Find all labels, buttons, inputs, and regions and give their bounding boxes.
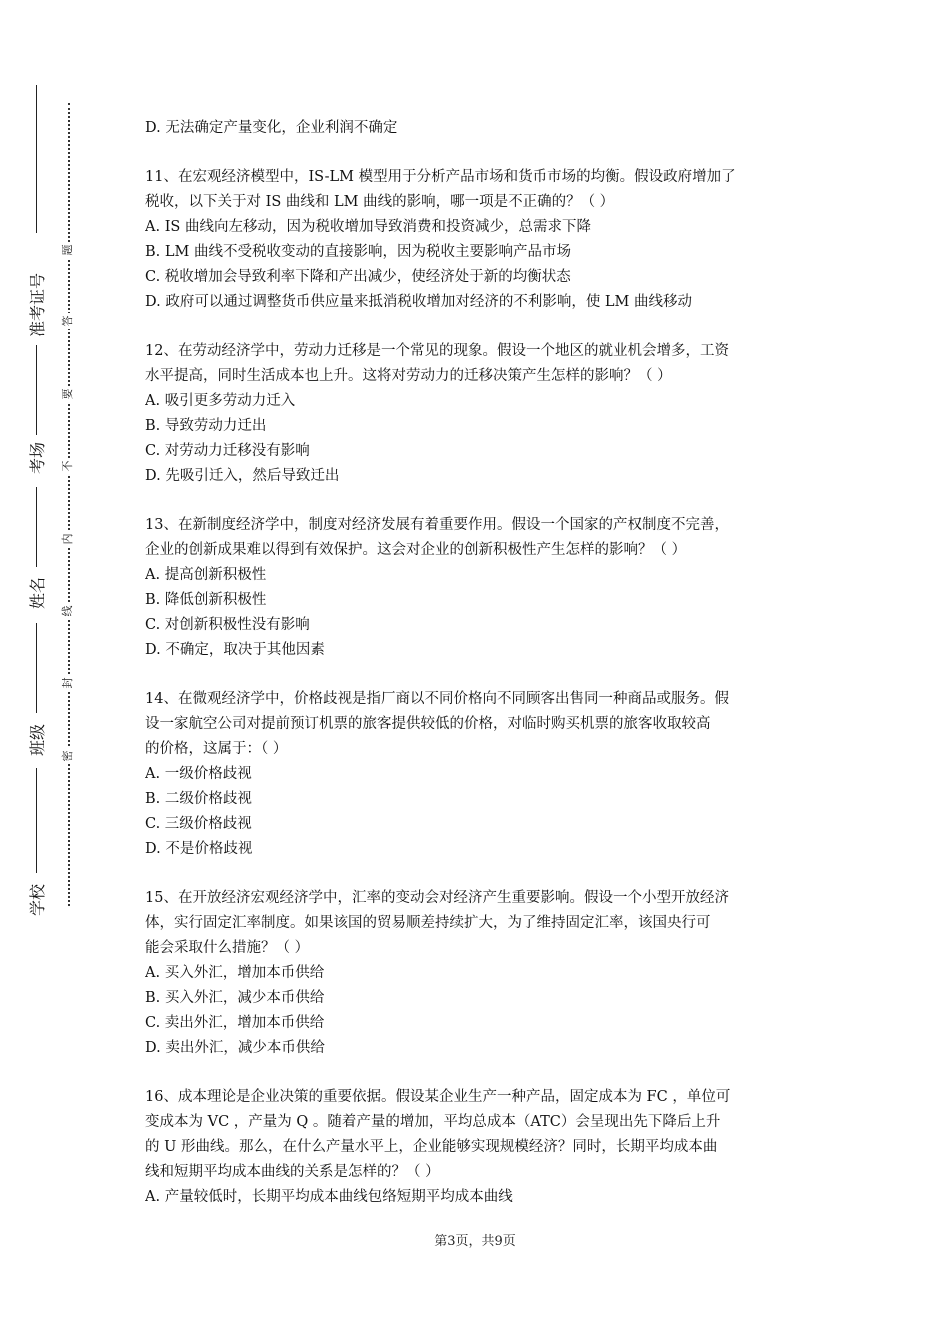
option-line: C. 卖出外汇，增加本币供给 — [145, 1015, 325, 1031]
margin-label-exam-room: 考场 — [28, 442, 47, 475]
option-line: C. 三级价格歧视 — [145, 816, 252, 832]
option-line: D. 先吸引迁入，然后导致迁出 — [145, 468, 340, 484]
margin-label-exam-number: 准考证号 — [28, 273, 47, 338]
option-line: D. 卖出外汇，减少本币供给 — [145, 1040, 325, 1056]
option-line: A. 产量较低时，长期平均成本曲线包络短期平均成本曲线 — [145, 1189, 513, 1205]
option-line: B. LM 曲线不受税收变动的直接影响，因为税收主要影响产品市场 — [145, 244, 571, 260]
page-number: 第3页，共9页 — [434, 1234, 516, 1249]
seal-char: 封 — [60, 675, 76, 691]
question-stem-line: 15、在开放经济宏观经济学中，汇率的变动会对经济产生重要影响。假设一个小型开放经济 — [145, 890, 729, 906]
question-16 — [145, 1085, 810, 1210]
fill-line — [36, 85, 37, 233]
question-stem-line: 的 U 形曲线。那么，在什么产量水平上，企业能够实现规模经济？同时，长期平均成本曲 — [145, 1139, 718, 1155]
question-stem-line: 设一家航空公司对提前预订机票的旅客提供较低的价格，对临时购买机票的旅客收取较高 — [145, 716, 711, 732]
question-stem-line: 体，实行固定汇率制度。如果该国的贸易顺差持续扩大，为了维持固定汇率，该国央行可 — [145, 915, 711, 931]
option-line: C. 税收增加会导致利率下降和产出减少，使经济处于新的均衡状态 — [145, 269, 571, 285]
seal-char: 不 — [60, 458, 76, 474]
fill-line — [36, 768, 37, 873]
seal-char: 答 — [60, 313, 76, 329]
option-line: A. 提高创新积极性 — [145, 567, 267, 583]
question-stem-line: 11、在宏观经济模型中，IS-LM 模型用于分析产品市场和货币市场的均衡。假设政府增加了 — [145, 169, 736, 185]
question-13 — [145, 513, 810, 663]
seal-char: 题 — [60, 242, 76, 258]
question-15 — [145, 886, 810, 1061]
option-line: C. 对劳动力迁移没有影响 — [145, 443, 310, 459]
seal-char: 线 — [60, 603, 76, 619]
question-stem-line: 能会采取什么措施？（ ） — [145, 940, 310, 956]
fill-line — [36, 345, 37, 435]
option-line: B. 降低创新积极性 — [145, 592, 267, 608]
option-line: B. 二级价格歧视 — [145, 791, 252, 807]
question-14 — [145, 687, 810, 862]
margin-label-class: 班级 — [28, 724, 47, 757]
fill-line — [36, 487, 37, 567]
option-line: A. 一级价格歧视 — [145, 766, 252, 782]
option-line: D. 不是价格歧视 — [145, 841, 253, 857]
question-stem-line: 税收，以下关于对 IS 曲线和 LM 曲线的影响，哪一项是不正确的？（ ） — [145, 194, 615, 210]
option-line: B. 导致劳动力迁出 — [145, 418, 267, 434]
seal-char: 密 — [60, 748, 76, 764]
seal-dotted-line — [68, 103, 70, 906]
option-line: D. 政府可以通过调整货币供应量来抵消税收增加对经济的不利影响，使 LM 曲线移动 — [145, 294, 693, 310]
question-stem-line: 14、在微观经济学中，价格歧视是指厂商以不同价格向不同顾客出售同一种商品或服务。假 — [145, 691, 729, 707]
question-stem-line: 水平提高，同时生活成本也上升。这将对劳动力的迁移决策产生怎样的影响？（ ） — [145, 368, 672, 384]
question-stem-line: 变成本为 VC ，产量为 Q 。随着产量的增加，平均总成本（ATC）会呈现出先下降后上升 — [145, 1114, 721, 1130]
question-stem-line: 12、在劳动经济学中，劳动力迁移是一个常见的现象。假设一个地区的就业机会增多，工资 — [145, 343, 729, 359]
question-stem-line: 13、在新制度经济学中，制度对经济发展有着重要作用。假设一个国家的产权制度不完善， — [145, 517, 729, 533]
option-line: A. 吸引更多劳动力迁入 — [145, 393, 296, 409]
question-10-tail — [145, 116, 810, 141]
option-line: A. IS 曲线向左移动，因为税收增加导致消费和投资减少，总需求下降 — [145, 219, 591, 235]
option-line: D. 不确定，取决于其他因素 — [145, 642, 325, 658]
question-stem-line: 线和短期平均成本曲线的关系是怎样的？（ ） — [145, 1164, 440, 1180]
binding-margin — [0, 0, 120, 1344]
fill-line — [36, 623, 37, 713]
question-12 — [145, 339, 810, 489]
option-line: C. 对创新积极性没有影响 — [145, 617, 310, 633]
option-line: D. 无法确定产量变化，企业利润不确定 — [145, 120, 398, 136]
option-line: A. 买入外汇，增加本币供给 — [145, 965, 325, 981]
question-stem-line: 的价格，这属于：（ ） — [145, 741, 288, 757]
question-stem-line: 16、成本理论是企业决策的重要依据。假设某企业生产一种产品，固定成本为 FC ，单位可 — [145, 1089, 731, 1105]
question-list — [145, 116, 810, 1234]
question-11 — [145, 165, 810, 315]
seal-char: 内 — [60, 531, 76, 547]
margin-label-name: 姓名 — [28, 577, 47, 610]
option-line: B. 买入外汇，减少本币供给 — [145, 990, 325, 1006]
seal-char: 要 — [60, 386, 76, 402]
margin-label-school: 学校 — [28, 884, 47, 917]
question-stem-line: 企业的创新成果难以得到有效保护。这会对企业的创新积极性产生怎样的影响？（ ） — [145, 542, 687, 558]
